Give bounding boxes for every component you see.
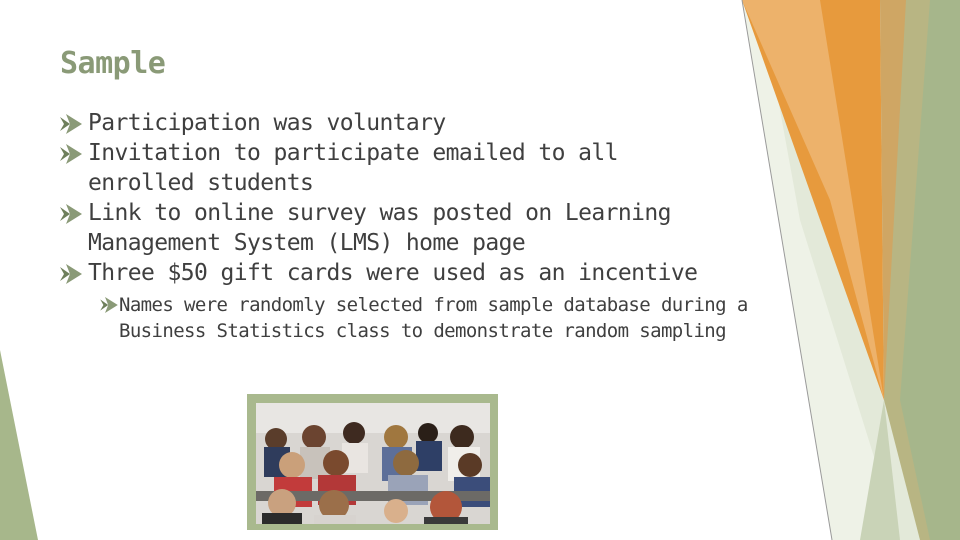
arrow-bullet-icon bbox=[60, 264, 82, 284]
bullet-text: Invitation to participate emailed to all enrolled students bbox=[88, 140, 618, 196]
left-accent-facet bbox=[0, 350, 38, 540]
photo-frame bbox=[247, 394, 498, 530]
bullet-text: Three $50 gift cards were used as an incentive bbox=[88, 260, 698, 286]
bullet-item bbox=[60, 258, 700, 288]
slide-title: Sample bbox=[60, 46, 166, 81]
arrow-bullet-icon bbox=[60, 144, 82, 164]
students-in-classroom-photo bbox=[256, 403, 490, 524]
sub-bullet-item bbox=[100, 292, 749, 344]
arrow-bullet-icon bbox=[100, 297, 118, 313]
arrow-bullet-icon bbox=[60, 114, 82, 134]
bullet-list bbox=[60, 108, 748, 344]
bullet-text: Participation was voluntary bbox=[88, 110, 446, 136]
bullet-item bbox=[60, 108, 700, 138]
arrow-bullet-icon bbox=[60, 204, 82, 224]
bullet-item bbox=[60, 138, 700, 198]
bullet-item bbox=[60, 198, 700, 258]
bullet-text: Link to online survey was posted on Learning Management System (LMS) home page bbox=[88, 200, 671, 256]
sub-bullet-text: Names were randomly selected from sample database during a Business Statistics class to demonstrate random sampling bbox=[119, 294, 748, 342]
